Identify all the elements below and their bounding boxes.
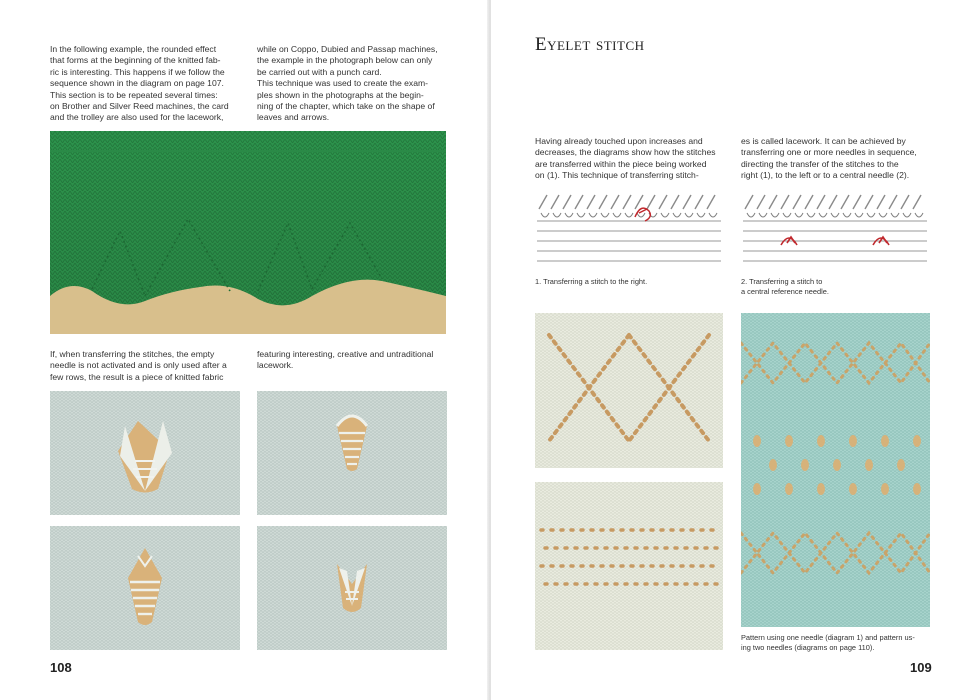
transfer-diagram-2 (741, 191, 933, 271)
left-intro-column-1: In the following example, the rounded effect that forms at the beginning of the knitted fab- ric is interesting. This happens if we follow the sequence shown in the diagram on page 107. This section is to be repeated several times: on Brother and Silver Reed machines, the card and the trolley are also used for the lacework, (50, 44, 229, 123)
lace-sample-photo-3 (50, 526, 240, 650)
right-page (491, 0, 980, 700)
page-number-left: 108 (50, 660, 72, 675)
cream-eyelet-bands-photo (535, 482, 723, 650)
aqua-diamond-lace-photo (741, 313, 930, 627)
left-intro-column-2: while on Coppo, Dubied and Passap machines, the example in the photograph below can only be carried out with a punch card. This technique was used to create the exam- ples shown in the photographs at the begin- ning of the chapter, which take on the shape of leaves and arrows. (257, 44, 438, 123)
page-number-right: 109 (910, 660, 932, 675)
left-body-column-2: featuring interesting, creative and untraditional lacework. (257, 349, 434, 371)
aqua-photo-caption: Pattern using one needle (diagram 1) and pattern us- ing two needles (diagrams on page 110). (741, 633, 915, 652)
diagram-1-caption: 1. Transferring a stitch to the right. (535, 277, 648, 286)
lace-sample-photo-4 (257, 526, 447, 650)
lace-sample-photo-2 (257, 391, 447, 515)
left-body-column-1: If, when transferring the stitches, the empty needle is not activated and is only used after a few rows, the result is a piece of knitted fabric (50, 349, 227, 382)
transfer-diagram-1 (535, 191, 727, 271)
diagram-2-caption: 2. Transferring a stitch to a central reference needle. (741, 277, 829, 296)
section-heading: Eyelet stitch (535, 34, 645, 55)
cream-x-lace-photo (535, 313, 723, 468)
green-scalloped-knit-photo (50, 131, 446, 334)
right-intro-column-1: Having already touched upon increases and decreases, the diagrams show how the stitches are transferred within the piece being worked on (1). This technique of transferring stitch- (535, 136, 716, 181)
left-page (0, 0, 489, 700)
lace-sample-photo-1 (50, 391, 240, 515)
right-intro-column-2: es is called lacework. It can be achieved by transferring one or more needles in sequence, directing the transfer of the stitches to the right (1), to the left or to a central needle (2). (741, 136, 917, 181)
